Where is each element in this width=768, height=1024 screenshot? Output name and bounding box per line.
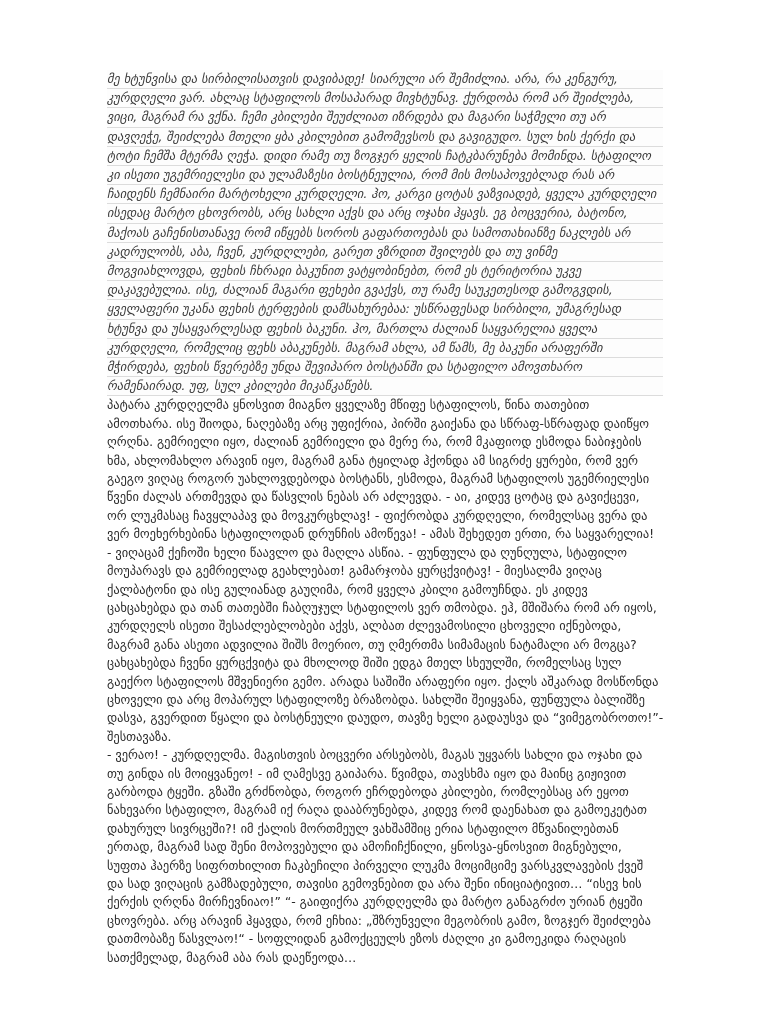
body-text-line: ცხოველი და არც მოპარულ სტაფილოზე ბრაზობდა. სახლში შეიყვანა, ფუნფულა ბალიშზე [107, 691, 645, 707]
body-text-line: ორ ლუკმასაც ჩავყლაპავ და მოვკურცხლავ! - ფიქრობდა კურდღელი, რომელსაც ვერა და [107, 507, 648, 523]
italic-text-line: ხტუნვა და უსაყვარლესად ფეხის ბაკუნი. ჰო, მართლა ძალიან საყვარელია ყველა [107, 320, 663, 339]
italic-text-line: დაკავებულია. ისე, ძალიან მაგარი ფეხები გვაქვს, თუ რამე საუკეთესოდ გამოგვდის, [107, 281, 663, 300]
body-text-line: ცახცახებდა და თან თათებში ჩაბღუჯულ სტაფილოს ვერ თმობდა. ეჰ, მშიშარა რომ არ იყოს, [107, 599, 657, 615]
italic-text-line: ყველაფერი უკანა ფეხის ტერფების დამსახურებაა: უსწრაფესად სირბილი, უმაგრესად [107, 300, 663, 319]
body-text-line: - ვერაო! - კურდღელმა. მაგისთვის ბოცვერი არსებობს, მაგას უყვარს სახლი და ოჯახი და [107, 747, 643, 763]
body-text-line: ცხოვრება. არც არავინ ჰყავდა, რომ ეჩხია: „შზრუნველი მეგობრის გამო, ზოგჯერ შეიძლება [107, 912, 651, 928]
body-text-line: ღრღნა. გემრიელი იყო, ძალიან გემრიელი და მერე რა, რომ მკაფიოდ ესმოდა ნაბიჯების [107, 434, 642, 450]
italic-intro-paragraph [107, 70, 663, 396]
body-text-line: გაეგო ვიღაც როგორ უახლოვდებოდა ბოსტანს, ესმოდა, მაგრამ სტაფილოს უგემრიელესი [107, 471, 650, 487]
body-text-line: კურდღელს ისეთი შესაძლებლობები აქვს, ალბათ ძლევამოსილი ცხოველი იქნებოდა, [107, 618, 622, 634]
body-text-line: მაგრამ განა ასეთი ადვილია შიშს მოერიო, თუ ღმერთმა სიმამაცის ნატამალი არ მოგცა? [107, 636, 637, 652]
body-text-line: და სად ვიღაცის გამზადებული, თავისი გემოვნებით და არა შენი ინიციატივით… “ისევ ხის [107, 876, 642, 892]
body-text-line: გარბოდა ტყეში. გზაში გრძნობდა, როგორ ეჩრდებოდა კბილები, რომლებსაც არ ეყოთ [107, 783, 629, 799]
italic-text-line: ჩაიდენს ჩემნაირი მარტოხელი კურდღელი. ჰო, კარგი ცოტას ვაზვიადებ, ყველა კურდღელი [107, 185, 663, 204]
body-text-line: დახურულ სივრცეში?! იმ ქალის მორთმეულ ვახშამშიც ერია სტაფილო მწვანილებთან [107, 820, 619, 836]
body-text-line: ქერქის ღრღნა მირჩევნიაო!” “- გაიფიქრა კურდღელმა და მარტო განაგრძო ურიან ტყეში [107, 894, 643, 910]
body-text-line: ამოთხარა. ისე შიოდა, ნაღებაზე არც უფიქრია, პირში გაიქანა და სწრაფ-სწრაფად დაიწყო [107, 415, 649, 431]
body-text-line: გაექრო სტაფილოს მშვენიერი გემო. არადა საშიში არაფერი იყო. ქალს აშკარად მოსწონდა [107, 673, 659, 689]
body-text-line: შესთავაზა. [107, 728, 172, 744]
italic-text-line: ისედაც მარტო ცხოვრობს, არც სახლი აქვს და არც ოჯახი ჰყავს. ეგ ბოცვერია, ბატონო, [107, 204, 663, 223]
body-text-line: თუ გინდა ის მოიყვანეო! - იმ ღამესვე გაიპარა. წვიმდა, თავსხმა იყო და მაინც გიჟივით [107, 765, 627, 781]
italic-text-line: დავღეჭე, შეიძლება მთელი ყბა კბილებით გამომევსოს და გავიგუდო. სულ ხის ქერქი და [107, 128, 663, 147]
body-text-line: დათმობაზე წასვლაო!“ - სოფლიდან გამოქცეულს ეზოს ძაღლი კი გამოეკიდა რაღაცის [107, 931, 627, 947]
body-text-line: - ვიღაცამ ქეჩოში ხელი წაავლო და მაღლა ასწია. - ფუნფულა და ღუნღულა, სტაფილო [107, 544, 627, 560]
body-text-line: ხმა, ახლომახლო არავინ იყო, მაგრამ განა ტყილად ჰქონდა ამ სიგრძე ყურები, რომ ვერ [107, 452, 639, 468]
body-text-line: ნახევარი სტაფილო, მაგრამ იქ რაღა დააბრუნებდა, კიდევ რომ დაენახათ და გამოეკეტათ [107, 802, 647, 818]
italic-text-line: მაქოას გაჩენისთანავე რომ იწყებს სოროს გაფართოებას და სამოთახიანზე ნაკლებს არ [107, 224, 663, 243]
italic-text-line: კურდღელი, რომელიც ფეხს აბაკუნებს. მაგრამ ახლა, ამ წამს, მე ბაკუნი არაფერში [107, 339, 663, 358]
italic-text-line: რამენაირად. უფ, სულ კბილები მიკაწკაწებს. [107, 377, 663, 396]
italic-text-line: ვიცი, მაგრამ რა ვქნა. ჩემი კბილები შეუძლიათ იზრდება და მაგარი საჭმელი თუ არ [107, 108, 663, 127]
body-text-line: ვერ მოეხერხებინა სტაფილოდან დრუნჩის ამოწევა! - ამას შეხედეთ ერთი, რა საყვარელია! [107, 526, 655, 542]
body-text-line: წვენი ძალას ართმევდა და წასვლის ნებას არ აძლევდა. - აი, კიდევ ცოტაც და გავიქცევი, [107, 489, 640, 505]
italic-text-line: მე ხტუნვისა და სირბილისათვის დავიბადე! სიარული არ შემიძლია. არა, რა კენგურუ, [107, 70, 663, 89]
body-text-line: დასვა, გვერდით წყალი და ბოსტნეული დაუდო, თავზე ხელი გადაუსვა და “ვიმეგობროთო!”- [107, 710, 664, 726]
italic-text-line: კურდღელი ვარ. ახლაც სტაფილოს მოსაპარად მივხტუნავ. ქურდობა რომ არ შეიძლება, [107, 89, 663, 108]
story-body-text [107, 396, 663, 967]
body-text-line: ქალბატონი და ისე გულიანად გაუღიმა, რომ ყველა კბილი გამოუჩნდა. ეს კიდევ [107, 581, 588, 597]
body-text-line: პატარა კურდღელმა ყნოსვით მიაგნო ყველაზე მწიფე სტაფილოს, წინა თათებით [107, 397, 590, 413]
body-text-line: მოუპარავს და გემრიელად გეახლებათ! გამარჯობა ყურცქვიტავ! - მიესალმა ვიღაც [107, 563, 602, 579]
body-text-line: სუფთა ჰაერზე სიფრთხილით ჩაკბეჩილი პირველი ლუკმა მოციმციმე ვარსკვლავების ქვეშ [107, 857, 644, 873]
italic-text-line: ტოტი ჩემშა მტერმა ღეჭა. დიდი რამე თუ ზოგჯერ ყელის ჩატკბარუნება მომინდა. სტაფილო [107, 147, 663, 166]
italic-text-line: მჭირდება, ფეხის წვერებზე უნდა შევიპარო ბოსტანში და სტაფილო ამოვთხარო [107, 358, 663, 377]
italic-text-line: კი ისეთი უგემრიელესი და ულამაზესი ბოსტნეულია, რომ მის მოსაპოვებლად რას არ [107, 166, 663, 185]
italic-text-line: მოგვიახლოვდა, ფეხის ჩხრაჲი ბაკუნით ვატყობინებთ, რომ ეს ტერიტორია უკვე [107, 262, 663, 281]
document-page [107, 70, 663, 967]
body-text-line: ერთად, მაგრამ სად შენი მოპოვებული და ამოჩიჩქნილი, ყნოსვა-ყნოსვით მიგნებული, [107, 839, 622, 855]
italic-text-line: კადრულობს, აბა, ჩვენ, კურდღლები, გარეთ ვზრდით შვილებს და თუ ვინმე [107, 243, 663, 262]
body-text-line: ცახცახებდა ჩვენი ყურცქვიტა და მხოლოდ შიში ედგა მთელ სხეულში, რომელსაც სულ [107, 655, 622, 671]
body-text-line: სათქმელად, მაგრამ აბა რას დაეწეოდა… [107, 949, 357, 965]
